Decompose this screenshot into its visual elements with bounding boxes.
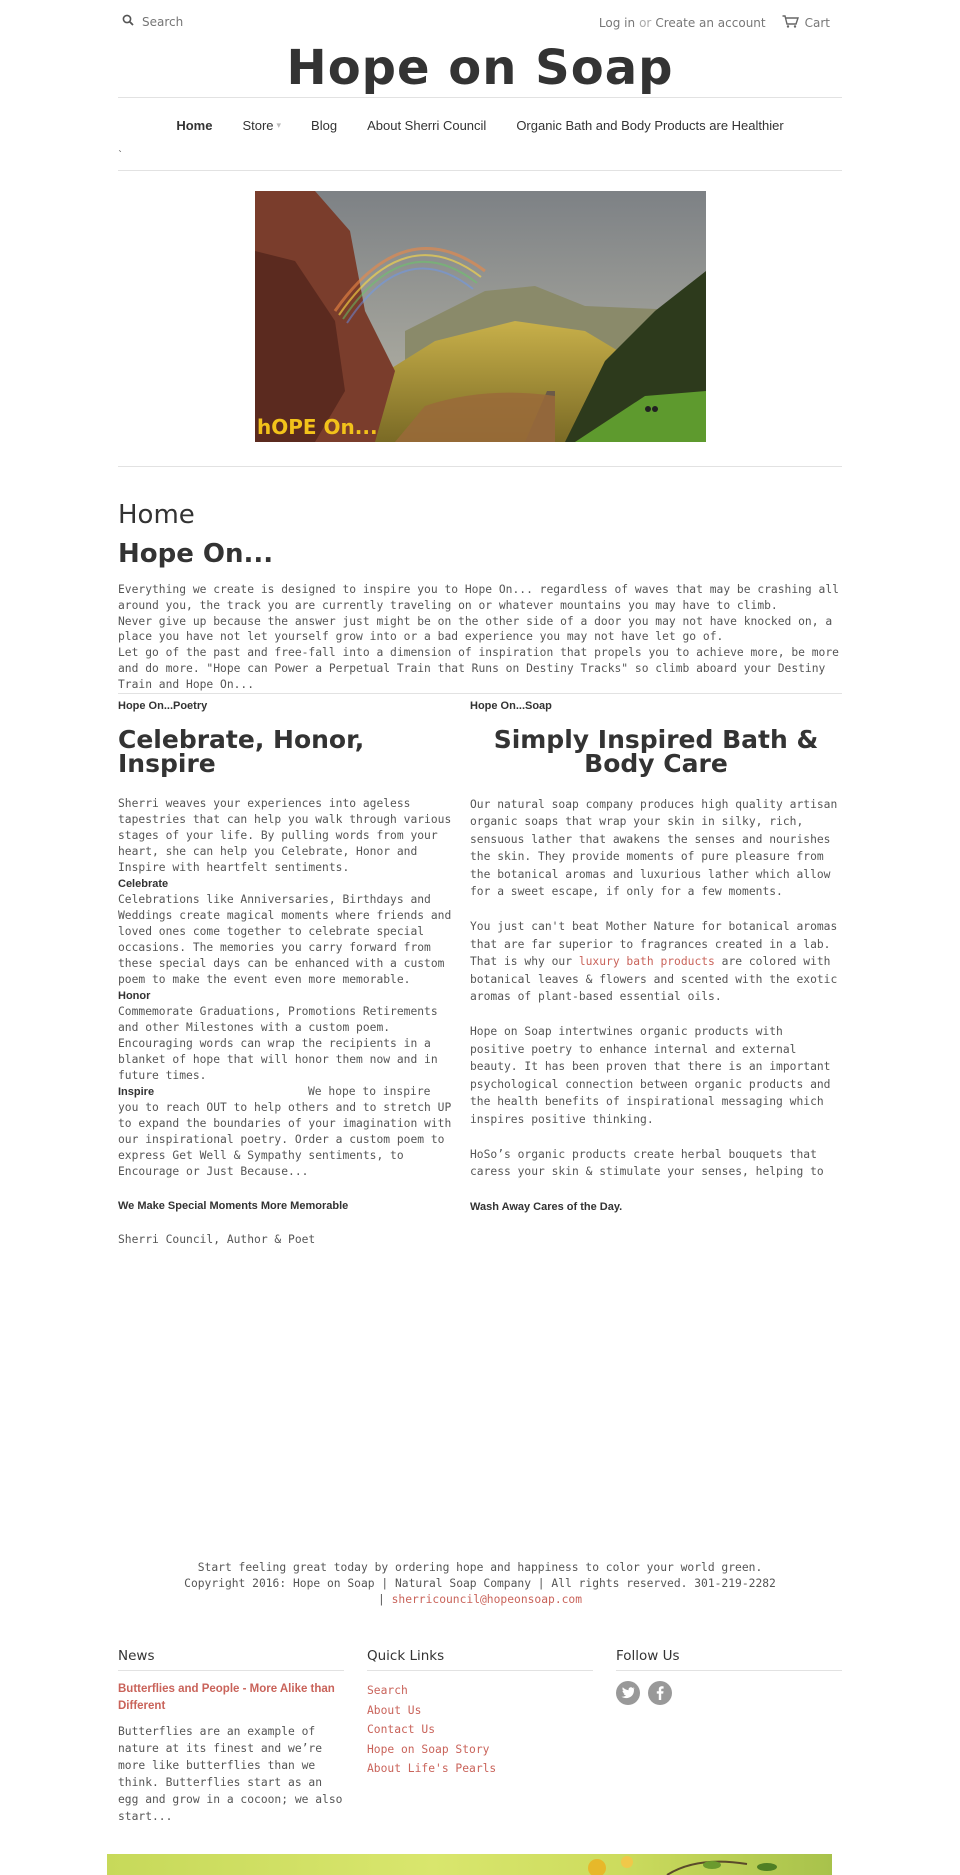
chevron-down-icon: ▾	[276, 119, 282, 130]
hero-image	[255, 191, 706, 442]
page-title: Home	[118, 500, 195, 530]
copyright: Copyright 2016: Hope on Soap | Natural Soap Company | All rights reserved. 301-219-2282	[184, 1577, 776, 1590]
top-bar	[118, 10, 842, 36]
facebook-icon[interactable]	[648, 1681, 672, 1705]
spacer	[470, 1128, 842, 1146]
spacer	[470, 900, 842, 918]
header-divider	[118, 97, 842, 98]
spacer	[470, 1005, 842, 1023]
login-link[interactable]: Log in	[598, 16, 636, 30]
tagline: We Make Special Moments More Memorable	[118, 1200, 349, 1212]
footer-quick-links	[367, 1648, 593, 1825]
text-fragment: are colored with botanical leaves & flowers and scented with the exotic aromas of plant-based essential oils.	[470, 955, 838, 1004]
footer-news	[118, 1648, 344, 1825]
nav-label: Organic Bath and Body Products are Healthier	[516, 117, 784, 133]
poetry-intro: Sherri weaves your experiences into ageless tapestries that can help you walk through various stages of your life. By pulling words from your heart, she can help you Celebrate, Honor and Inspire with heartfelt sentiments.	[118, 797, 452, 874]
inspire-paragraph	[118, 1084, 454, 1180]
quick-link-about[interactable]: About Us	[367, 1703, 422, 1717]
footer-contact	[118, 1592, 842, 1608]
intro-paragraph: Let go of the past and free-fall into a dimension of inspiration that propels you to achieve more, be more and do more. "Hope can Power a Perpetual Train that Runs on Destiny Tracks" so climb aboard your Destiny Train and Hope On...	[118, 646, 839, 691]
nav-item-store[interactable]	[242, 112, 281, 138]
hero-divider	[118, 466, 842, 467]
nav-label: Store	[242, 117, 274, 133]
quick-link-search[interactable]: Search	[367, 1684, 408, 1697]
search-input[interactable]	[142, 15, 302, 29]
footer-heading: News	[118, 1648, 344, 1671]
nav-item-blog[interactable]	[311, 112, 337, 138]
column-label: Hope On...Soap	[470, 700, 552, 712]
social-links	[616, 1681, 842, 1705]
email-link[interactable]: sherricouncil@hopeonsoap.com	[391, 1593, 583, 1606]
stray-mark: `	[118, 150, 123, 161]
spacer	[470, 1181, 842, 1199]
inspire-title: Inspire	[118, 1086, 155, 1098]
footer-note	[118, 1560, 842, 1608]
celebrate-text: Celebrations like Anniversaries, Birthdays and Weddings create magical moments where friends and loved ones come together to celebrate special occasions. The memories you carry forward from these special days can be enhanced with a custom poem to make the event even more memorable.	[118, 893, 452, 986]
quick-link-story[interactable]: Hope on Soap Story	[367, 1742, 490, 1756]
honor-title: Honor	[118, 990, 151, 1002]
twitter-icon[interactable]	[616, 1681, 640, 1705]
site-title[interactable]: Hope on Soap	[286, 40, 674, 96]
celebrate-title: Celebrate	[118, 878, 169, 890]
quick-link-contact[interactable]: Contact Us	[367, 1723, 436, 1736]
news-excerpt: Butterflies are an example of nature at its finest and we’re more like butterflies than we think. Butterflies start as an egg and grow in a cocoon; we also start...	[118, 1725, 343, 1823]
intro-divider	[118, 693, 842, 694]
luxury-bath-products-link[interactable]: luxury bath products	[578, 955, 715, 969]
honor-text: Commemorate Graduations, Promotions Retirements and other Milestones with a custom poem. Encouraging words can wrap the recipients in a blanket of hope that will honor them now and in future times.	[118, 1005, 438, 1082]
soap-paragraph: HoSo’s organic products create herbal bouquets that caress your skin & stimulate your senses, helping to	[470, 1147, 824, 1179]
spacer	[118, 1180, 454, 1198]
column-heading: Celebrate, Honor, Inspire	[118, 725, 365, 778]
nav-item-about[interactable]	[367, 112, 486, 138]
intro-text	[118, 582, 842, 693]
footer-heading: Quick Links	[367, 1648, 593, 1671]
footer-heading: Follow Us	[616, 1648, 842, 1671]
section-title: Hope On...	[118, 539, 274, 569]
hero-overlay-text: hOPE On...	[257, 415, 378, 439]
intro-paragraph: Never give up because the answer just might be on the other side of a door you may not have knocked on, a place you have not let yourself grow into or a bad experience you may not have let go of.	[118, 614, 833, 644]
or-text: or	[639, 16, 652, 30]
spacer	[118, 1214, 454, 1232]
nav-divider	[118, 170, 842, 171]
cart-label: Cart	[804, 16, 830, 30]
inspire-text: We hope to inspire you to reach OUT to help others and to stretch UP to expand the boundaries of your imagination with our inspirational poetry. Order a custom poem to express Get Well & Sympathy sentiments, to Encourage or Just Because...	[118, 1085, 452, 1178]
closing-line: Wash Away Cares of the Day.	[470, 1200, 623, 1213]
nav-item-home[interactable]	[176, 112, 212, 138]
quick-link-pearls[interactable]: About Life's Pearls	[367, 1762, 497, 1775]
cart-icon	[782, 15, 799, 31]
create-account-link[interactable]: Create an account	[655, 16, 766, 30]
soap-column	[470, 700, 842, 1215]
footer-columns	[118, 1648, 842, 1825]
column-label: Hope On...Poetry	[118, 700, 208, 712]
separator: |	[377, 1593, 385, 1606]
footer-line: Start feeling great today by ordering hope and happiness to color your world green.	[197, 1561, 763, 1574]
search-icon[interactable]	[122, 14, 134, 29]
soap-paragraph: Hope on Soap intertwines organic products with positive poetry to enhance internal and external beauty. It has been proven that there is an important psychological connection between organic products and the health benefits of inspirational messaging which inspires positive thinking.	[470, 1025, 831, 1126]
nav-label: Blog	[311, 117, 338, 133]
nav-label: Home	[176, 117, 213, 133]
poetry-column	[118, 700, 454, 1248]
search-form	[122, 14, 302, 29]
account-links	[599, 15, 830, 31]
main-nav	[118, 112, 842, 138]
intro-paragraph: Everything we create is designed to inspire you to Hope On... regardless of waves that may be crashing all around you, the track you are currently traveling on or whatever mountains you may have to climb.	[118, 583, 839, 612]
soap-paragraph	[470, 918, 842, 1005]
nav-item-organic[interactable]	[516, 112, 783, 138]
cart-link[interactable]	[782, 15, 830, 31]
nav-label: About Sherri Council	[367, 117, 487, 133]
signature: Sherri Council, Author & Poet	[118, 1233, 316, 1246]
column-heading: Simply Inspired Bath & Body Care	[493, 725, 819, 778]
news-article-link[interactable]: Butterflies and People - More Alike than Different	[118, 1683, 335, 1712]
footer-follow	[616, 1648, 842, 1825]
footer-decorative-band	[107, 1854, 832, 1875]
text-fragment: You just can't beat Mother Nature for botanical aromas that are far superior to fragrances created in a lab. That is why our	[470, 920, 838, 969]
soap-paragraph: Our natural soap company produces high quality artisan organic soaps that wrap your skin in silky, rich, sensuous lather that awakens the senses and nourishes the skin. They provide moments of pure pleasure from the botanical aromas and luxurious lather which allow for a sweet escape, if only for a few moments.	[470, 798, 838, 899]
